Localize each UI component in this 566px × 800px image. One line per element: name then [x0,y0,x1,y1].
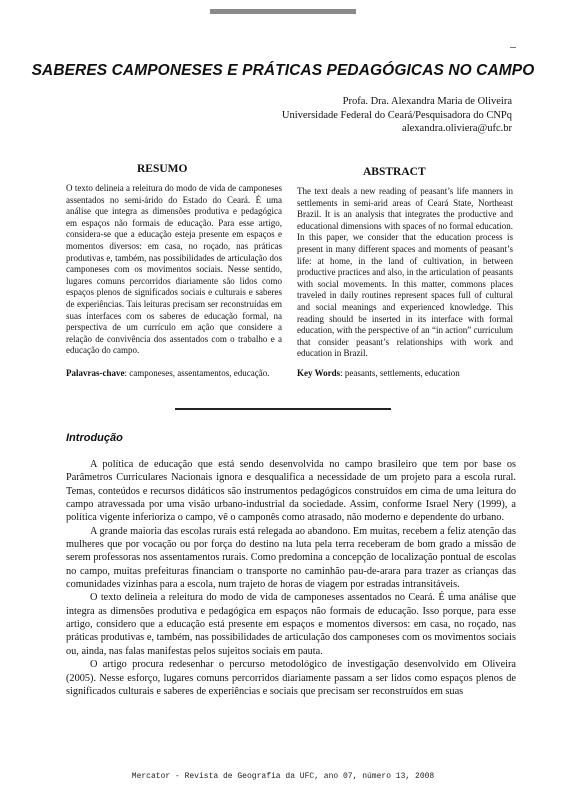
author-affiliation: Universidade Federal do Ceará/Pesquisadora do CNPq [281,109,512,121]
abstract-keywords-label: Key Words [297,368,341,378]
intro-paragraph-2: A grande maioria das escolas rurais está relegada ao abandono. Em muitas, recebem a feliz atenção das mulheres que por vocação ou por força do destino na luta pela terra receberam de bom grado a missão de serem professoras nos assentamentos rurais. Como predomina a concepção de localização pontual de escolas no campo, muitas prefeituras financiam o transporte no caminhão pau-de-arara para trazer as crianças das comunidades vizinhas para a escola, num trajeto de horas de viagem por estradas intransitáveis. [66,525,516,591]
page-footer: Mercator - Revista de Geografia da UFC, ano 07, número 13, 2008 [131,772,435,781]
abstract-keywords [297,368,517,380]
author-name: Profa. Dra. Alexandra Maria de Oliveira [342,96,512,107]
resumo-heading: RESUMO [137,163,188,175]
intro-paragraph-4: O artigo procura redesenhar o percurso metodológico de investigação desenvolvido em Oliveira (2005). Nesse esforço, lugares comuns percorridos diariamente passam a ser lidos como espaços plenos de significados culturais e saberes de experiências e sociais que precisam ser reconstruídos em suas [66,659,516,697]
intro-heading: Introdução [66,432,123,444]
intro-paragraph-1: A política de educação que está sendo desenvolvida no campo brasileiro que tem por base os Parâmetros Curriculares Nacionais ignora e desqualifica a necessidade de um projeto para a escola rural. Temas, conteúdos e recursos didáticos são instrumentos pedagógicos construídos em cima de uma leitura do campo atravessada por uma visão urbano-industrial da sociedade. Assim, conforme Israel Nery (1999), a política vigente inferioriza o campo, vê o camponês como atrasado, não moderno e dependente do urbano. [66,459,516,524]
resumo-keywords [66,368,286,380]
top-decorative-rule [210,9,356,14]
resumo-keywords-label: Palavras-chave [66,368,125,378]
abstract-keywords-values: : peasants, settlements, education [340,368,460,378]
resumo-keywords-values: : camponeses, assentamentos, educação. [124,368,270,378]
abstract-heading: ABSTRACT [363,166,426,178]
author-block [282,95,512,136]
intro-body [66,458,516,698]
resumo-text: O texto delineia a releitura do modo de vida de camponeses assentados no semi-árido do Estado do Ceará. É uma análise que integra as dimensões produtiva e pedagógica em espaços não formais de educação. Para esse artigo, considera-se que a educação esteja presente em espaços e momentos diversos: em casa, no roçado, nas práticas produtivas e, também, nas possibilidades de articulação dos camponeses com os movimentos sociais. Nesse sentido, lugares comuns percorridos diariamente são lidos como espaços plenos de significados sociais e culturais e saberes de experiências. Tais leituras precisam ser reconstruídas em suas interfaces com os saberes de educação formal, na perspectiva de um currículo em ação que considere a relação de convivência dos assentados com o trabalho e a educação do campo. [66,183,282,356]
author-email[interactable]: alexandra.oliviera@ufc.br [402,123,512,134]
corner-mark [510,47,516,48]
paper-title: SABERES CAMPONESES E PRÁTICAS PEDAGÓGICAS NO CAMPO [31,62,535,79]
abstract-text: The text deals a new reading of peasant’s life manners in settlements in semi-arid areas of Ceará State, Northeast Brazil. It is an analysis that integrates the productive and educational dimensions with spaces of no formal education. In this paper, we consider that the education process is present in many different spaces and moments of peasant’s life: at home, in the land of cultivation, in between productive practices and also, in the articulation of peasants with social movements. In this matter, commons places traveled in daily routines represent spaces full of cultural and social meanings and experienced knowledge. This reading should be inserted in its interface with formal education, with the perspective of an “in action” curriculum that consider peasant’s relationships with work and education in Brazil. [297,186,513,359]
section-divider [175,408,391,410]
intro-paragraph-3: O texto delineia a releitura do modo de vida de camponeses assentados no Ceará. É uma análise que integra as dimensões produtiva e pedagógica em espaços não formais de educação. Isso porque, para esse artigo, considero que a educação está presente em espaços e momentos diversos: em casa, no roçado, nas práticas produtivas e, também, nas possibilidades de articulação dos camponeses com os movimentos sociais ou, ainda, nas falas manifestas pelos sujeitos sociais em pauta. [66,592,516,657]
